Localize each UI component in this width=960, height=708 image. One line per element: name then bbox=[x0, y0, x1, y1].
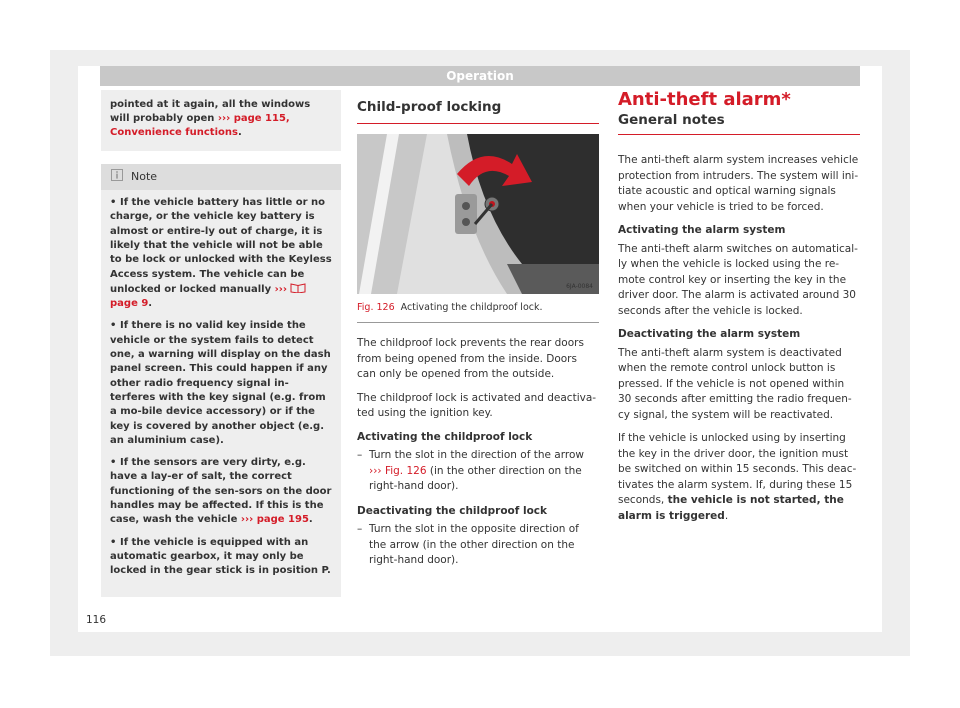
step-post: (in the other direction on the right-hand door). bbox=[369, 464, 582, 492]
subheading: Deactivating the alarm system bbox=[618, 328, 801, 340]
info-icon bbox=[111, 169, 123, 186]
paragraph: The childproof lock is activated and deactiva-ted using the ignition key. bbox=[357, 391, 597, 419]
paragraph-text: If the vehicle is unlocked using by inserting the key in the driver door, the ignition must be switched on within 15 seconds. This deac-tivates the alarm system. If, during these 15 seconds, bbox=[618, 432, 857, 506]
figure-link[interactable]: Fig. 126 bbox=[381, 464, 427, 477]
note-bullet: • If the sensors are very dirty, e.g. have a lay-er of salt, the correct functioning of the sen-sors on the door handles may be affected. If this is the case, wash the vehicle ››› page 195. bbox=[110, 457, 332, 526]
bullet-text: If the vehicle battery has little or no charge, or the vehicle key battery is almost or entire-ly out of charge, it is likely that the vehicle will not be able to be lock or unlocked with the Keyless Access system. The vehicle can be unlocked or locked manually bbox=[110, 197, 332, 295]
column-2 bbox=[357, 100, 599, 578]
step-pre: Turn the slot in the direction of the arrow bbox=[369, 449, 584, 461]
book-icon bbox=[290, 282, 306, 293]
note-header bbox=[101, 164, 341, 191]
note-bullet: • If there is no valid key inside the vehicle or the system fails to detect one, a warning will display on the dash panel screen. This could happen if any other radio frequency signal in-terferes with the key signal (e.g. from a mo-bile device accessory) or if the key is covered by another object (e.g. an aluminium case). bbox=[110, 320, 331, 446]
paragraph bbox=[618, 431, 860, 524]
note-title: Note bbox=[131, 170, 158, 184]
continuation-box bbox=[101, 90, 341, 151]
section-title: Child-proof locking bbox=[357, 100, 599, 124]
subheading: Activating the childproof lock bbox=[357, 430, 533, 443]
page-link[interactable]: page 195 bbox=[253, 514, 309, 526]
ref-arrow: ››› bbox=[217, 113, 231, 125]
section-title: General notes bbox=[618, 113, 860, 136]
note-body bbox=[101, 190, 341, 596]
bullet-tail: . bbox=[148, 298, 153, 310]
dash: – bbox=[357, 449, 363, 461]
figure-childproof-lock bbox=[357, 134, 599, 294]
ref-arrow: ››› bbox=[369, 464, 382, 477]
page-number: 116 bbox=[86, 614, 107, 626]
box-tail: . bbox=[237, 127, 242, 139]
paragraph: The anti-theft alarm system is deactivated when the remote control unlock button is pressed. If the vehicle is not opened within 30 seconds after emitting the radio frequen-cy signal, the system will be reactivated. bbox=[618, 346, 852, 421]
bullet-text: If the sensors are very dirty, e.g. have a lay-er of salt, the correct functioning of the sen-sors on the door handles may be affected. If this is the case, wash the vehicle bbox=[110, 457, 332, 526]
chapter-title: Anti-theft alarm* bbox=[618, 89, 791, 110]
figure-code: 6JA-0084 bbox=[566, 282, 593, 290]
caption-text: Activating the childproof lock. bbox=[400, 301, 543, 313]
note-box bbox=[101, 164, 341, 597]
paragraph: The anti-theft alarm system increases vehicle protection from intruders. The system will ini-tiate acoustic and optical warning signals when your vehicle is tried to be forced. bbox=[618, 154, 859, 213]
page-link[interactable]: page 9 bbox=[110, 298, 149, 310]
column-3 bbox=[618, 89, 860, 532]
subheading: Deactivating the childproof lock bbox=[357, 504, 548, 517]
door-illustration-icon bbox=[357, 134, 599, 294]
step-text: Turn the slot in the opposite direction of the arrow (in the other direction on the right-hand door). bbox=[369, 523, 579, 566]
ref-arrow: ››› bbox=[274, 283, 287, 295]
column-1 bbox=[101, 90, 341, 597]
note-bullet: • If the vehicle battery has little or no charge, or the vehicle key battery is almost or entire-ly out of charge, it is likely that the vehicle will not be able to be lock or unlocked with the Keyless Access system. The vehicle can be unlocked or locked manually ››› page 9. bbox=[110, 197, 332, 310]
emphasis-text: the vehicle is not started, the alarm is triggered bbox=[618, 494, 844, 522]
page-header: Operation bbox=[100, 66, 860, 86]
page-link[interactable]: page 115, Convenience functions bbox=[110, 113, 290, 139]
figure-caption bbox=[357, 294, 599, 324]
box-text: pointed at it again, all the windows will probably open bbox=[110, 99, 311, 125]
paragraph: The anti-theft alarm switches on automatical-ly when the vehicle is locked using the re-mote control key or inserting the key in the driver door. The alarm is activated around 30 seconds after the vehicle is locked. bbox=[618, 242, 858, 317]
paragraph: The childproof lock prevents the rear doors from being opened from the inside. Doors can only be opened from the outside. bbox=[357, 337, 584, 380]
paragraph-tail: . bbox=[724, 509, 729, 522]
instruction-step bbox=[357, 522, 599, 569]
bullet-text: If the vehicle is equipped with an automatic gearbox, it may only be locked in the gear stick is in position P. bbox=[110, 536, 331, 577]
bullet-text: If there is no valid key inside the vehicle or the system fails to detect one, a warning will display on the dash panel screen. This could happen if any other radio frequency signal in-terferes with the key signal (e.g. from a mo-bile device accessory) or if the key is covered by another object (e.g. an aluminium case). bbox=[110, 320, 331, 446]
bullet-tail: . bbox=[308, 514, 313, 526]
dash: – bbox=[357, 523, 363, 535]
figure-label: Fig. 126 bbox=[357, 301, 395, 313]
step-text bbox=[369, 448, 599, 495]
note-bullet: • If the vehicle is equipped with an automatic gearbox, it may only be locked in the gear stick is in position P. bbox=[110, 536, 331, 577]
instruction-step bbox=[357, 448, 599, 495]
ref-arrow: ››› bbox=[240, 514, 254, 526]
subheading: Activating the alarm system bbox=[618, 224, 786, 236]
